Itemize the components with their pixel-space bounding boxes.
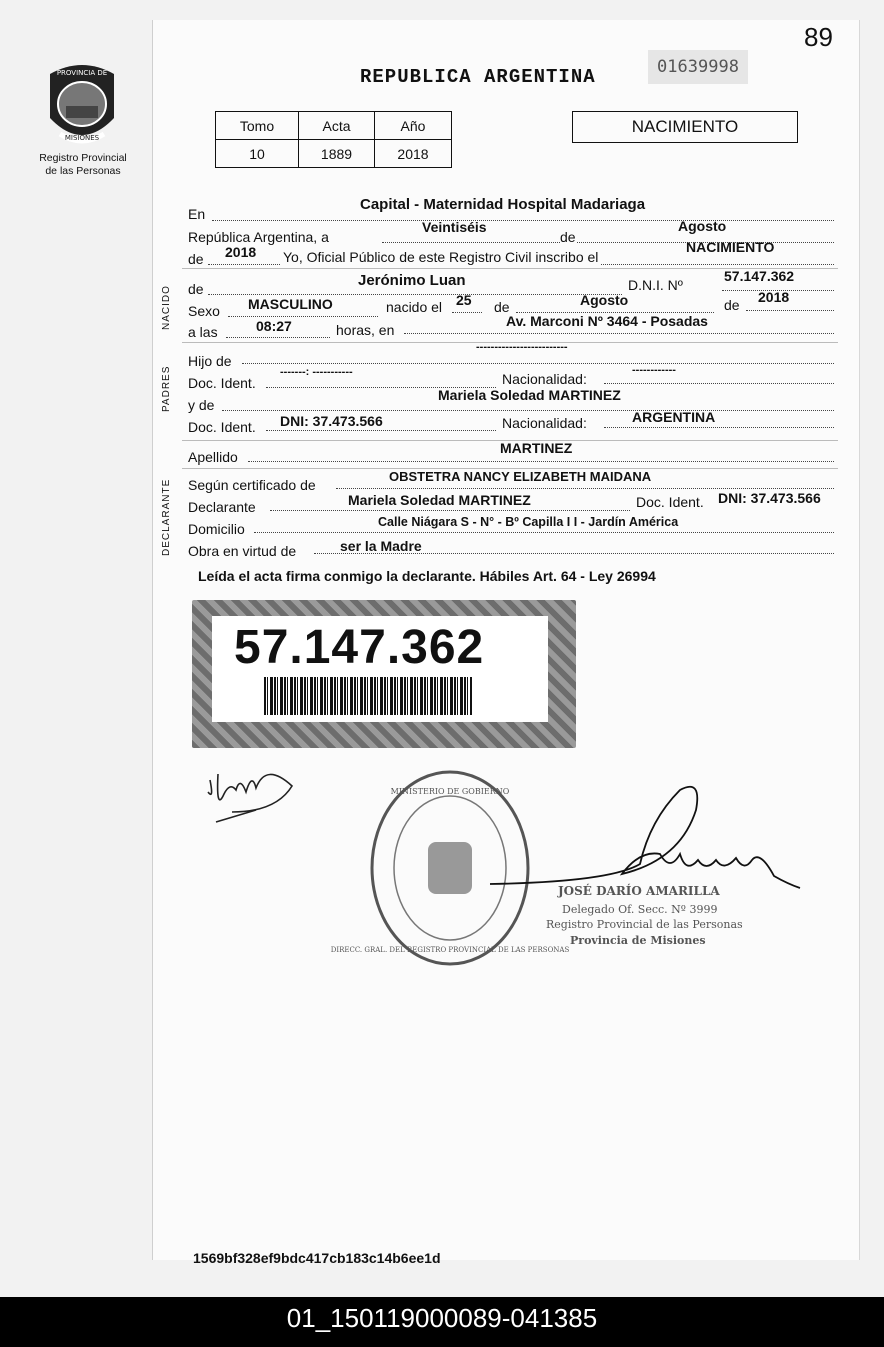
label-domicilio: Domicilio [188,521,245,537]
value-domicilio: Calle Niágara S - N° - Bº Capilla I I - Jardín América [378,515,679,529]
value-mes-nac: Agosto [580,292,629,308]
page-number: 89 [804,22,833,52]
dotted-line [604,427,834,428]
value-acta: 1889 [299,140,375,168]
section-declarante: DECLARANTE [161,478,172,556]
barcode-icon [264,677,472,715]
label-a-las: a las [188,324,218,340]
value-padre: ------------------------- [476,341,568,353]
official-signature-icon [490,780,810,900]
value-declarante: Mariela Soledad MARTINEZ [348,492,531,508]
value-obra: ser la Madre [340,538,422,554]
value-padre-doc: -------: ----------- [280,366,353,378]
footer-id-bar: 01_150119000089-041385 [0,1297,884,1347]
label-de: de [724,297,740,313]
value-hora: 08:27 [256,318,292,334]
value-madre-doc: DNI: 37.473.566 [280,413,383,429]
document-hash: 1569bf328ef9bdc417cb183c14b6ee1d [193,1250,441,1266]
svg-text:MINISTERIO DE GOBIERNO: MINISTERIO DE GOBIERNO [390,787,510,796]
dotted-line [270,510,630,511]
label-de: de [560,229,576,245]
value-madre-nac: ARGENTINA [632,409,716,425]
dotted-line [336,488,834,489]
header-acta: Acta [299,112,375,140]
dotted-line [604,383,834,384]
dotted-line [266,430,496,431]
value-dni: 57.147.362 [724,268,795,284]
label-doc-ident: Doc. Ident. [636,494,704,510]
svg-text:DIRECC. GRAL. DEL REGISTRO PRO: DIRECC. GRAL. DEL REGISTRO PROVINCIAL DE LAS PERSONAS [330,946,570,954]
value-dia-registro: Veintiséis [422,219,487,235]
official-name: JOSÉ DARÍO AMARILLA [558,884,720,898]
dni-sticker-number: 57.147.362 [234,621,485,674]
label-doc-ident: Doc. Ident. [188,375,256,391]
declarant-signature-icon [196,752,306,832]
value-nombre: Jerónimo Luan [358,272,466,289]
label-republica: República Argentina, a [188,229,329,245]
record-type-box: NACIMIENTO [572,111,798,143]
label-dni: D.N.I. Nº [628,277,683,293]
value-dia-nac: 25 [456,292,472,308]
dotted-line [222,410,834,411]
document-title: REPUBLICA ARGENTINA [360,66,596,88]
label-y-de: y de [188,397,215,413]
value-sexo: MASCULINO [248,296,333,312]
value-mes-registro: Agosto [678,218,727,234]
svg-text:MISIONES: MISIONES [64,134,100,142]
value-anio-nac: 2018 [758,289,790,305]
label-apellido: Apellido [188,449,238,465]
dotted-line [746,310,834,311]
dotted-line [208,294,622,295]
label-obra: Obra en virtud de [188,543,297,559]
value-declarante-doc: DNI: 37.473.566 [718,490,821,506]
value-domicilio-nac: Av. Marconi Nº 3464 - Posadas [506,313,708,329]
label-horas-en: horas, en [336,322,395,338]
legal-note: Leída el acta firma conmigo la declarante. Hábiles Art. 64 - Ley 26994 [198,568,656,584]
value-anio-registro: 2018 [225,244,257,260]
provincial-logo [40,60,124,150]
dotted-line [242,363,834,364]
section-nacido: NACIDO [161,285,172,330]
value-madre: Mariela Soledad MARTINEZ [438,387,621,403]
label-de: de [494,299,510,315]
dotted-line [452,312,482,313]
label-nacionalidad: Nacionalidad: [502,415,587,431]
dotted-line [248,461,834,462]
label-nacido-el: nacido el [386,299,443,315]
dotted-line [228,316,378,317]
value-padre-nac: ------------ [632,364,676,376]
label-en: En [188,206,206,222]
label-de: de [188,281,204,297]
serial-number: 01639998 [648,50,748,84]
value-tomo: 10 [216,140,299,168]
value-certificado: OBSTETRA NANCY ELIZABETH MAIDANA [389,469,652,484]
label-de: de [188,251,204,267]
logo-caption: Registro Provincial de las Personas [39,152,127,177]
label-declarante: Declarante [188,499,256,515]
label-hijo-de: Hijo de [188,353,232,369]
dotted-line [254,532,834,533]
label-segun: Según certificado de [188,477,316,493]
header-anio: Año [375,112,452,140]
official-org: Registro Provincial de las Personas [546,918,743,931]
label-sexo: Sexo [188,303,220,319]
label-nacionalidad: Nacionalidad: [502,371,587,387]
section-padres: PADRES [161,365,172,412]
value-lugar: Capital - Maternidad Hospital Madariaga [360,196,646,213]
label-yo: Yo, Oficial Público de este Registro Civil inscribo el [280,249,601,265]
label-doc-ident: Doc. Ident. [188,419,256,435]
header-tomo: Tomo [216,112,299,140]
svg-text:PROVINCIA DE: PROVINCIA DE [56,69,108,77]
value-apellido: MARTINEZ [500,440,573,456]
coat-of-arms-icon [40,60,124,150]
value-tipo: NACIMIENTO [686,239,775,255]
dotted-line [226,337,330,338]
official-role: Delegado Of. Secc. Nº 3999 [562,903,718,916]
official-province: Provincia de Misiones [570,934,706,947]
dotted-line [404,333,834,334]
value-anio: 2018 [375,140,452,168]
dotted-line [212,220,834,221]
registry-table [215,111,452,168]
